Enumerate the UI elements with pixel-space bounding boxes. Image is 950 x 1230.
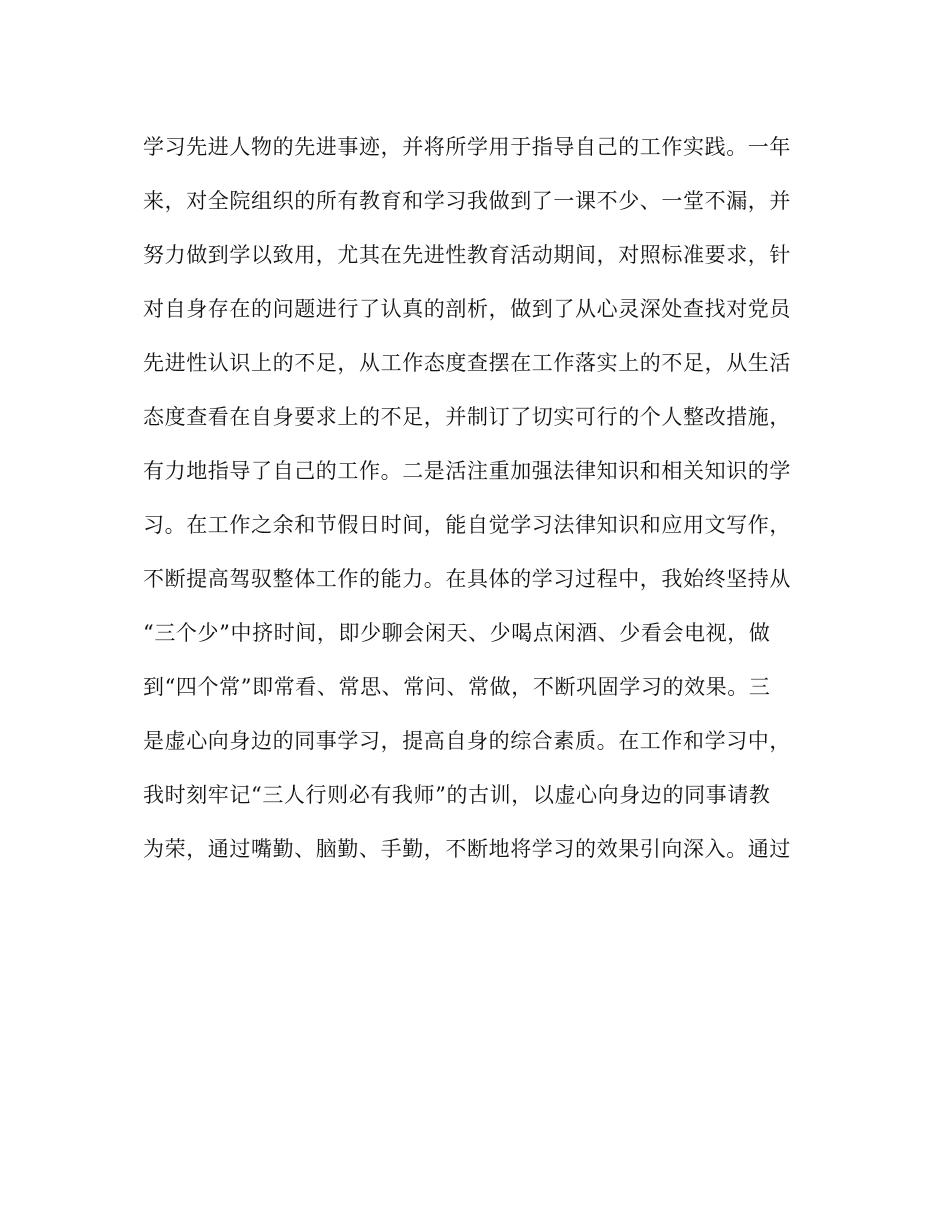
text-line: 态度查看在自身要求上的不足，并制订了切实可行的个人整改措施， [143, 405, 791, 429]
text-line: 有力地指导了自己的工作。二是活注重加强法律知识和相关知识的学 [143, 459, 791, 483]
text-line: 为荣，通过嘴勤、脑勤、手勤，不断地将学习的效果引向深入。通过 [143, 837, 791, 861]
text-line: 学习先进人物的先进事迹，并将所学用于指导自己的工作实践。一年 [143, 135, 791, 159]
text-line: 我时刻牢记“三人行则必有我师”的古训，以虚心向身边的同事请教 [143, 783, 771, 807]
text-line: 对自身存在的问题进行了认真的剖析，做到了从心灵深处查找对党员 [143, 297, 791, 321]
text-line: “三个少”中挤时间，即少聊会闲天、少喝点闲酒、少看会电视，做 [143, 621, 771, 645]
text-line: 努力做到学以致用，尤其在先进性教育活动期间，对照标准要求，针 [143, 243, 791, 267]
text-line: 是虚心向身边的同事学习，提高自身的综合素质。在工作和学习中， [143, 729, 791, 753]
text-line: 先进性认识上的不足，从工作态度查摆在工作落实上的不足，从生活 [143, 351, 791, 375]
text-line: 来，对全院组织的所有教育和学习我做到了一课不少、一堂不漏，并 [143, 189, 791, 213]
text-line: 到“四个常”即常看、常思、常问、常做，不断巩固学习的效果。三 [143, 675, 771, 699]
body-text [143, 120, 843, 876]
text-line: 不断提高驾驭整体工作的能力。在具体的学习过程中，我始终坚持从 [143, 567, 791, 591]
text-line: 习。在工作之余和节假日时间，能自觉学习法律知识和应用文写作， [143, 513, 791, 537]
